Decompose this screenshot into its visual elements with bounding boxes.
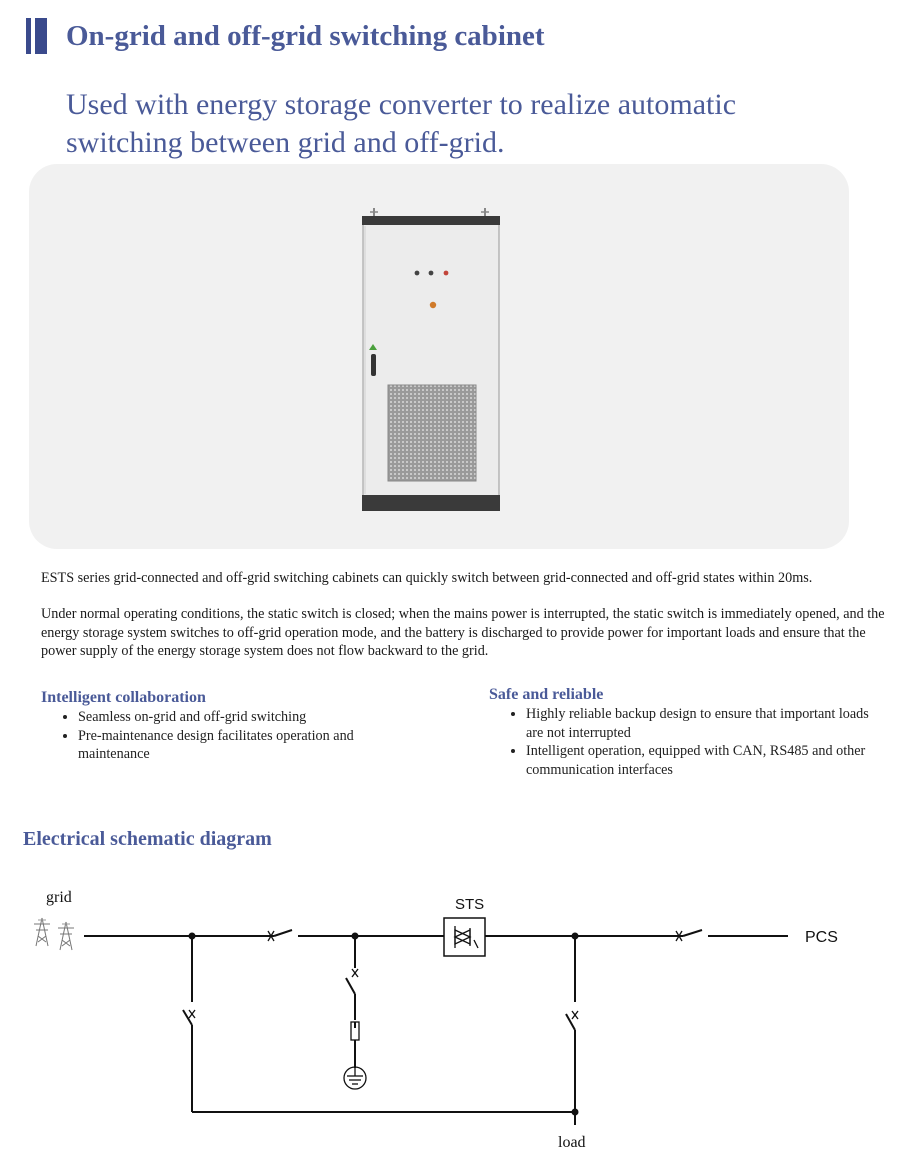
description-paragraph-2: Under normal operating conditions, the static switch is closed; when the mains power is interrupted, the static switch is immediately opened, and the energy storage system switches to off-grid operation mode, and the battery is discharged to provide power for important loads and ensure that the power supply of the energy storage system does not flow backward to the grid. [41,606,885,659]
surge-protection-branch [346,936,359,1068]
feature-heading: Safe and reliable [489,686,604,703]
bypass-branch [183,936,575,1112]
title-accent-bar [26,18,47,54]
feature-list [489,705,869,779]
page-subtitle: Used with energy storage converter to realize automatic switching between grid and off-grid. [66,88,737,159]
cabinet-illustration [29,164,849,549]
list-item: • Pre-maintenance design facilitates operation and maintenance [78,727,391,764]
pcs-breaker-switch [674,930,788,941]
junction-dots [189,933,579,1116]
feature-list [41,708,391,764]
ventilation-grille [388,385,476,481]
thyristor-icon [455,926,478,948]
schematic-section-title: Electrical schematic diagram [23,828,272,850]
cabinet-top-cap [362,216,500,225]
cabinet-base [362,495,500,511]
list-item: • Highly reliable backup design to ensure that important loads are not interrupted [526,705,869,742]
sts-box [444,918,485,956]
feature-heading: Intelligent collaboration [41,689,206,706]
product-image-panel [29,164,849,549]
feature-block-safe-and-reliable [489,685,869,779]
page-title: On-grid and off-grid switching cabinet [66,20,545,52]
list-item: • Intelligent operation, equipped with CAN, RS485 and other communication interfaces [526,742,869,779]
load-branch [566,936,578,1125]
transmission-tower-icon [34,918,74,950]
grid-label: grid [46,889,72,906]
feature-block-intelligent-collaboration [41,688,391,764]
list-item: • Seamless on-grid and off-grid switching [78,708,391,727]
electrical-schematic [0,860,900,1160]
sts-label: STS [455,896,485,913]
load-label: load [558,1134,586,1151]
pcs-label: PCS [805,929,838,946]
lifting-eye-icon [370,208,489,216]
ground-icon [344,1067,366,1089]
description-paragraph-1: ESTS series grid-connected and off-grid switching cabinets can quickly switch between grid-connected and off-grid states within 20ms. [41,570,813,586]
